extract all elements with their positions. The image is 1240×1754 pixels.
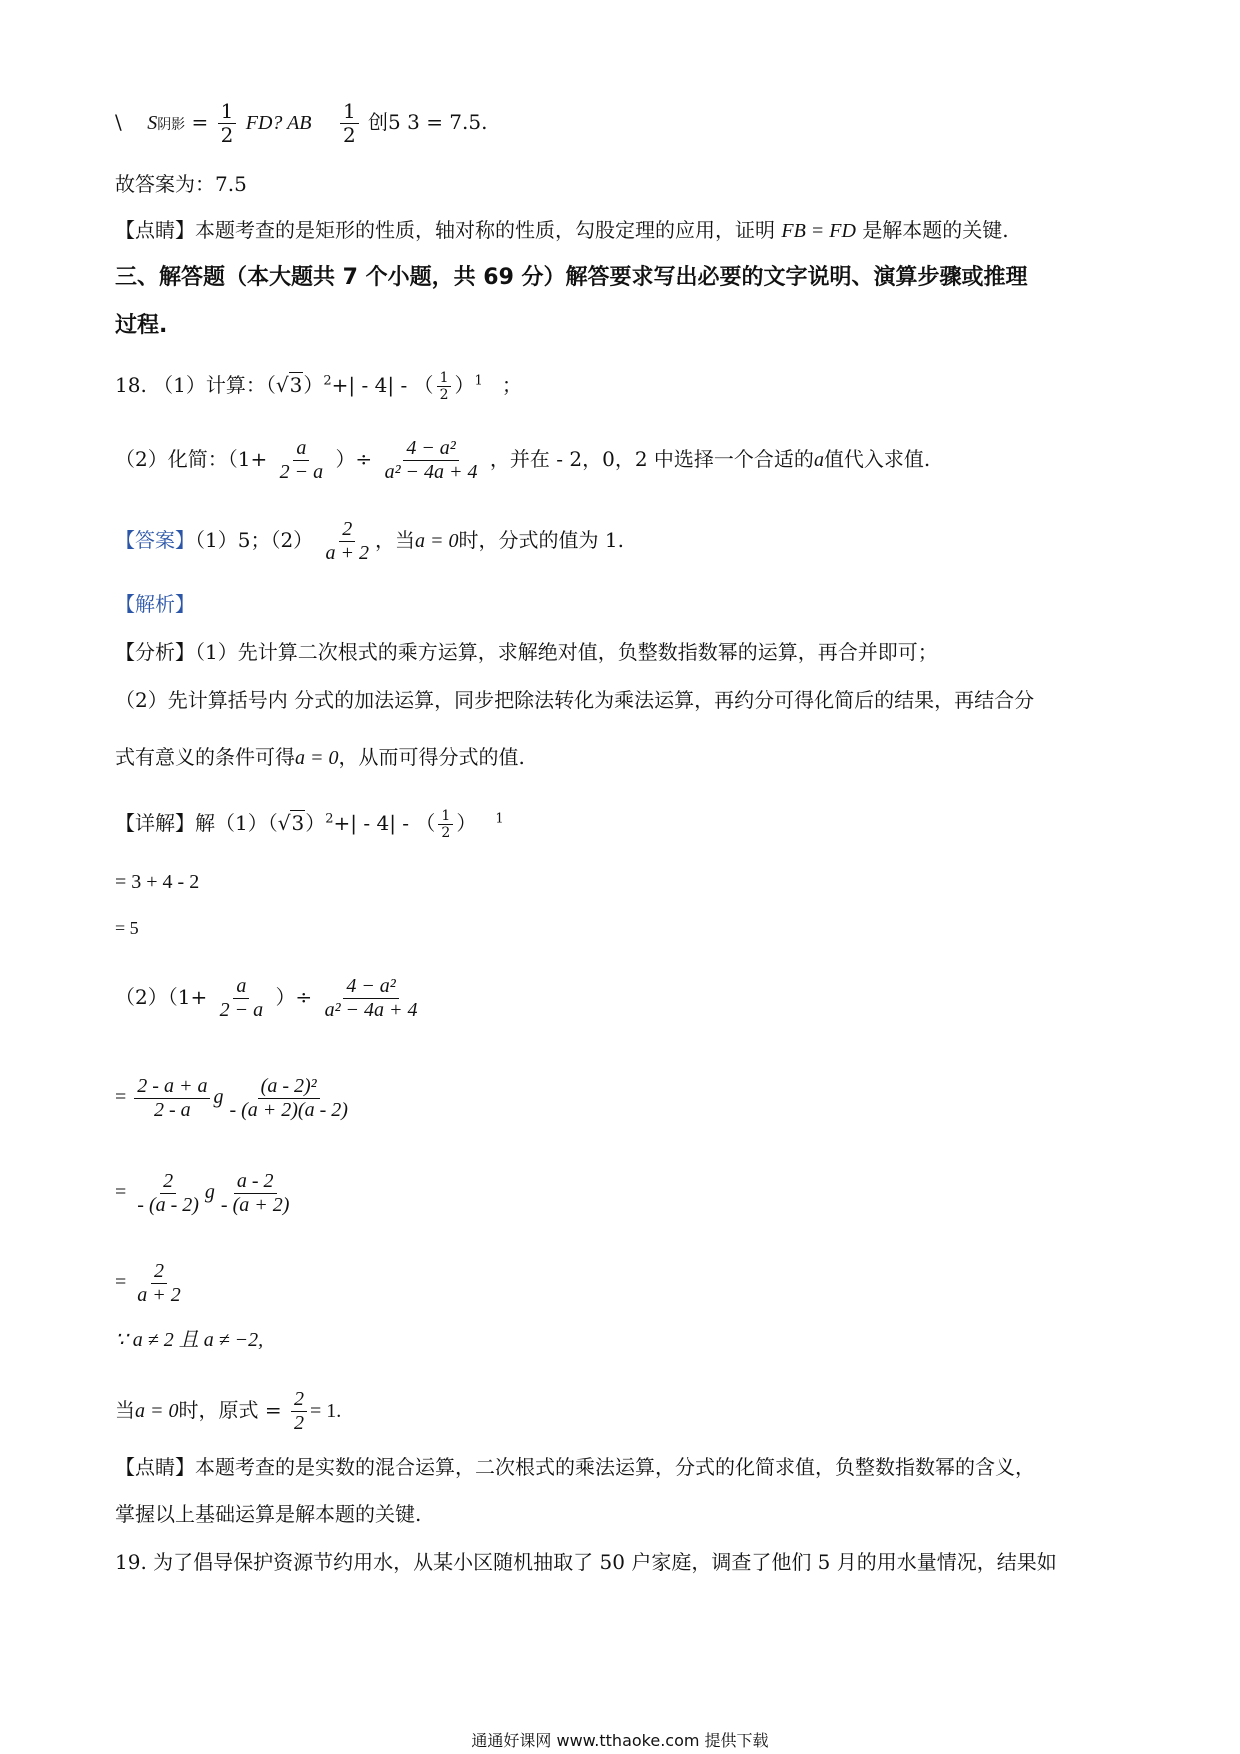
q18-frac-b: $\frac{\text{4 − a²}}{\text{a² − 4a + 4}}$ <box>384 437 478 483</box>
s-subscript: 阴影 <box>157 117 186 133</box>
dianjing-line1: 【点睛】本题考查的是实数的混合运算，二次根式的乘法运算，分式的化简求值，负整数指数幂的含义， <box>115 1455 1035 1479</box>
fenxi-line2: （2）先计算括号内 分式的加法运算，同步把除法转化为乘法运算，再约分可得化简后的结果，再结合分 <box>115 688 1035 712</box>
fraction-half: $\frac{1}{2}$ <box>218 100 237 147</box>
solution-frac-a: $\frac{a}{2 - a}$ <box>219 975 264 1021</box>
when-fraction: $\frac{2}{2}$ <box>291 1388 307 1435</box>
xiangjie-part2: （2）（1+ $\frac{a}{2 - a}$ ）÷ $\frac{\text{4 − a²}}{\text{a² − 4a + 4}}$ <box>115 975 424 1022</box>
equals-sign: = <box>191 110 209 134</box>
q19-line1: 19. 为了倡导保护资源节约用水，从某小区随机抽取了 50 户家庭，调查了他们 5 月的用水量情况，结果如 <box>115 1550 1057 1574</box>
fd-ab-text: FD? AB <box>245 112 312 134</box>
step3-frac: $\frac{2}{a + 2}$ <box>137 1260 181 1306</box>
solution-half-fraction: $\frac{1}{2}$ <box>438 808 453 841</box>
step2-frac-right: $\frac{a - 2}{- (a + 2)}$ <box>220 1170 290 1216</box>
s-symbol: S <box>147 112 158 134</box>
step2-frac-left: $\frac{2}{- (a - 2)}$ <box>137 1170 199 1216</box>
previous-answer: 故答案为：7.5 <box>115 172 247 196</box>
step1-frac-left: $\frac{2 - a + a}{2 - a}$ <box>134 1075 210 1122</box>
fraction-half-2: $\frac{1}{2}$ <box>340 100 359 147</box>
q18-half-fraction: $\frac{1}{2}$ <box>437 370 452 403</box>
step-5: = 5 <box>115 918 139 938</box>
shaded-area-line <box>115 100 487 147</box>
answer-fraction: $\frac{2}{a + 2}$ <box>325 518 370 564</box>
fb-fd-math: FB = FD <box>781 220 856 242</box>
jiexi-tag: 【解析】 <box>115 592 195 616</box>
step-fraction-2: = $\frac{2}{- (a - 2)}$ g $\frac{a - 2}{- (a + 2)}$ <box>115 1170 295 1217</box>
previous-dianjing: 【点睛】本题考查的是矩形的性质，轴对称的性质，勾股定理的应用，证明 FB = FD 是解本题的关键. <box>115 218 1009 242</box>
page-footer: 通通好课网 www.tthaoke.com 提供下载 <box>471 1731 769 1750</box>
fenxi-line1: 【分析】（1）先计算二次根式的乘方运算，求解绝对值，负整数指数幂的运算，再合并即可； <box>115 640 938 664</box>
because-line: ∵ a ≠ 2 且 a ≠ −2, <box>115 1329 264 1351</box>
answer-tag: 【答案】 <box>115 528 195 552</box>
when-a-zero-line: 当a = 0时，原式 = $\frac{2}{2}$ = 1. <box>115 1388 342 1434</box>
dianjing-tag: 【点睛】 <box>115 218 195 242</box>
q18-frac-a: $\frac{a}{2 - a}$ <box>279 437 324 483</box>
answer-line: 【答案】（1）5；（2） $\frac{2}{a + 2}$ ，当a = 0时，分式的值为 1. <box>115 518 624 564</box>
dianjing-line2: 掌握以上基础运算是解本题的关键. <box>115 1502 422 1526</box>
sqrt-3: √3 <box>275 373 303 398</box>
q18-part2: （2）化简：（1+ $\frac{a}{2 - a}$ ）÷ $\frac{\text{4 − a²}}{\text{a² − 4a + 4}}$ ，并在 - 2，0，2 中选择一个合适的a值代入求值. <box>115 437 931 483</box>
step1-frac-right: $\frac{\text{(a - 2)²}}{- (a + 2)(a - 2)}$ <box>229 1075 348 1121</box>
solution-frac-b: $\frac{\text{4 − a²}}{\text{a² − 4a + 4}}$ <box>324 975 418 1021</box>
backslash-mark: \ <box>115 110 122 134</box>
fenxi-line3: 式有意义的条件可得a = 0，从而可得分式的值. <box>115 745 525 769</box>
xiangjie-line1: 【详解】解$(1)(√3)^2+| - 4|$ - （ $\frac{1}{2}$ ） $^1$ <box>115 808 504 842</box>
step-fraction-3: = $\frac{2}{a + 2}$ <box>115 1260 187 1307</box>
product-result: 创5 3 = 7.5. <box>368 110 488 134</box>
step-fraction-1: = $\frac{2 - a + a}{2 - a}$ g $\frac{\text{(a - 2)²}}{- (a + 2)(a - 2)}$ <box>115 1075 354 1122</box>
section-heading-line1: 三、解答题（本大题共 7 个小题，共 69 分）解答要求写出必要的文字说明、演算步骤或推理 <box>115 265 1028 290</box>
sqrt-3-solution: √3 <box>277 811 305 836</box>
section-heading-line2: 过程. <box>115 313 168 338</box>
step-3-plus-4: = 3 + 4 - 2 <box>115 871 200 893</box>
q18-part1: 18. （1）计算：$(√3)^2+| - 4|$ - （ $\frac{1}{2}$ ）$^1$ ； <box>115 370 522 404</box>
